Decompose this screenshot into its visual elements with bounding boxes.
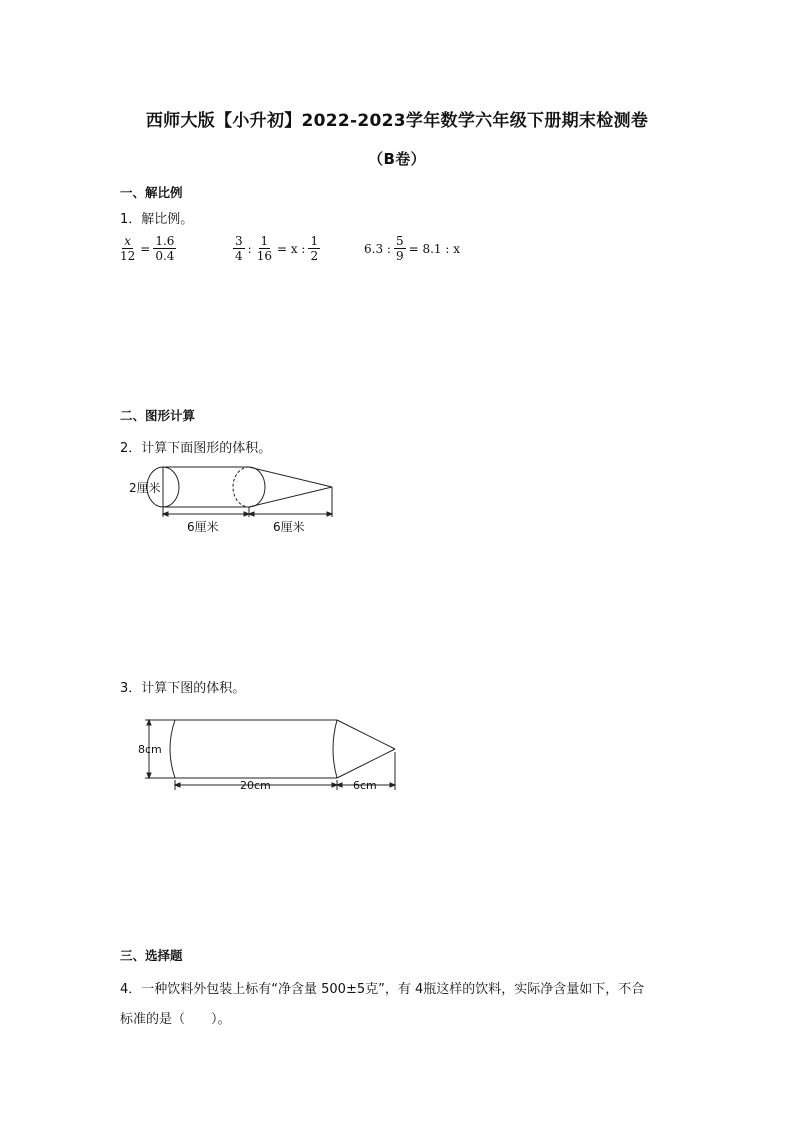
fig1-diameter-label: 2厘米 — [129, 481, 161, 495]
fig1-length2-label: 6厘米 — [273, 520, 305, 534]
question-3-text: 3．计算下图的体积。 — [120, 681, 246, 696]
section-heading-choice: 三、选择题 — [120, 948, 183, 963]
fig1-length1-label: 6厘米 — [187, 520, 219, 534]
figure-cylinder-cone — [125, 460, 345, 540]
fig2-length2-label: 6cm — [353, 779, 377, 792]
fraction: $\frac{5}{9}$ — [395, 234, 404, 263]
equation-2: $\frac{3}{4}$ : $\frac{1}{16}$ = x : $\frac{1}{2}$ — [235, 234, 319, 263]
section-heading-ratio: 一、解比例 — [120, 185, 183, 200]
equation-3: 6.3 : $\frac{5}{9}$ = 8.1 : x — [364, 234, 460, 263]
question-4-line2: 标准的是（ ）。 — [120, 1012, 231, 1027]
page-title: 西师大版【小升初】2022-2023学年数学六年级下册期末检测卷 — [145, 111, 649, 131]
fraction: $\frac{1}{16}$ — [256, 234, 272, 263]
figure-pencil-shape — [135, 712, 405, 800]
fraction: $\frac{x}{12}$ — [120, 234, 136, 263]
fraction: $\frac{1}{2}$ — [310, 234, 319, 263]
question-2-text: 2．计算下面图形的体积。 — [120, 441, 272, 456]
section-heading-figures: 二、图形计算 — [120, 408, 196, 423]
fraction: $\frac{3}{4}$ — [235, 234, 243, 263]
fig2-length1-label: 20cm — [240, 779, 271, 792]
page-subtitle: （B卷） — [368, 150, 426, 168]
fraction: $\frac{1.6}{0.4}$ — [155, 234, 175, 263]
fig2-diameter-label: 8cm — [138, 743, 162, 756]
question-4-line1: 4．一种饮料外包装上标有“净含量 500±5克”，有 4瓶这样的饮料，实际净含量如下，不合 — [120, 982, 645, 997]
question-1-text: 1．解比例。 — [120, 212, 194, 227]
equation-1: $\frac{x}{12}$ = $\frac{1.6}{0.4}$ — [120, 234, 175, 263]
